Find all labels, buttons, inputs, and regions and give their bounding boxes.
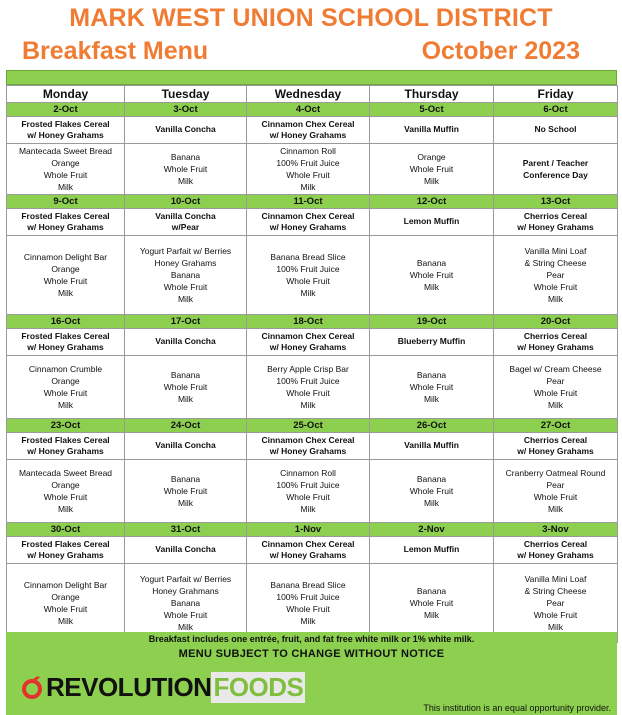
side-item: Banana	[170, 370, 201, 380]
side-item: Milk	[300, 504, 316, 514]
side-item: Milk	[300, 288, 316, 298]
sides-row	[7, 356, 618, 419]
side-item: Banana Bread Slice	[270, 252, 346, 262]
entree-line: Cherrios Cereal	[523, 434, 588, 445]
side-item: Milk	[547, 622, 564, 632]
date-cell: 26-Oct	[370, 419, 494, 433]
side-item: & String Cheese	[524, 586, 587, 596]
side-item: Whole Fruit	[43, 604, 88, 614]
entree-line: Frosted Flakes Cereal	[21, 538, 110, 549]
sides-cell	[247, 356, 370, 419]
sides-cell	[7, 356, 125, 419]
sides-cell	[125, 356, 247, 419]
entree-line: w/ Honey Grahams	[269, 222, 347, 232]
side-item: Mantecada Sweet Bread	[18, 146, 113, 156]
sides-cell	[494, 236, 618, 315]
day-header: Thursday	[370, 86, 494, 103]
sides-cell	[494, 144, 618, 195]
entree-line: Vanilla Muffin	[404, 440, 459, 451]
entree-cell	[247, 433, 370, 460]
side-item: Milk	[423, 282, 440, 292]
side-item: Whole Fruit	[43, 388, 88, 398]
entree-row	[7, 537, 618, 564]
entree-line: w/ Honey Grahams	[517, 550, 594, 560]
sides-cell	[7, 144, 125, 195]
entree-line: Vanilla Concha	[155, 440, 216, 451]
sides-row	[7, 236, 618, 315]
side-item: Cinnamon Delight Bar	[23, 252, 108, 262]
side-item: Orange	[51, 592, 80, 602]
sides-cell	[494, 356, 618, 419]
side-item: Whole Fruit	[286, 604, 330, 614]
date-cell: 3-Oct	[125, 103, 247, 117]
entree-line: w/ Honey Grahams	[269, 130, 347, 140]
sides-cell	[125, 564, 247, 643]
sides-cell	[247, 144, 370, 195]
side-item: Whole Fruit	[163, 382, 208, 392]
subtitle-row	[0, 35, 622, 69]
side-item: Banana	[170, 152, 201, 162]
side-item: Whole Fruit	[533, 388, 578, 398]
entree-line: w/ Honey Grahams	[269, 550, 347, 560]
entree-line: Frosted Flakes Cereal	[21, 434, 110, 445]
entree-line: Cinnamon Chex Cereal	[261, 538, 355, 549]
logo-word-foods: FOODS	[213, 671, 304, 702]
entree-row	[7, 329, 618, 356]
date-cell: 12-Oct	[370, 195, 494, 209]
sides-cell	[125, 236, 247, 315]
date-cell: 3-Nov	[494, 523, 618, 537]
side-item: Honey Grahmans	[152, 586, 219, 596]
side-item: Orange	[51, 480, 80, 490]
sides-row	[7, 564, 618, 643]
entree-cell	[370, 209, 494, 236]
entree-cell	[7, 329, 125, 356]
side-item: Vanilla Mini Loaf	[524, 246, 587, 256]
side-item: Milk	[57, 182, 74, 192]
date-cell: 23-Oct	[7, 419, 125, 433]
footer	[6, 632, 617, 715]
side-item: Banana	[170, 270, 201, 280]
side-item: Milk	[423, 394, 440, 404]
side-item: Milk	[547, 294, 564, 304]
sides-cell	[370, 460, 494, 523]
menu-calendar	[6, 85, 618, 643]
side-item: Milk	[57, 504, 74, 514]
day-header: Friday	[494, 86, 618, 103]
side-item: Honey Grahams	[154, 258, 217, 268]
side-item: Whole Fruit	[409, 382, 454, 392]
date-cell: 27-Oct	[494, 419, 618, 433]
sides-cell	[7, 564, 125, 643]
side-item: Whole Fruit	[43, 170, 88, 180]
side-item: Milk	[177, 394, 194, 404]
entree-cell	[7, 433, 125, 460]
top-green-band	[6, 70, 617, 85]
side-item: Whole Fruit	[533, 282, 578, 292]
entree-cell	[494, 329, 618, 356]
side-item: Milk	[177, 294, 194, 304]
side-item: Whole Fruit	[286, 388, 330, 398]
entree-line: Cinnamon Chex Cereal	[261, 118, 355, 129]
date-cell: 1-Nov	[247, 523, 370, 537]
sides-cell	[494, 460, 618, 523]
entree-line: w/ Honey Grahams	[27, 446, 104, 456]
entree-cell	[7, 117, 125, 144]
side-item: Bagel w/ Cream Cheese	[509, 364, 602, 374]
side-item: 100% Fruit Juice	[276, 592, 340, 602]
date-cell: 2-Oct	[7, 103, 125, 117]
entree-cell	[125, 117, 247, 144]
side-item: Milk	[300, 400, 316, 410]
side-item: Milk	[547, 400, 564, 410]
side-item: Milk	[57, 400, 74, 410]
entree-cell	[370, 433, 494, 460]
entree-cell	[7, 537, 125, 564]
entree-cell	[247, 329, 370, 356]
entree-line: w/ Honey Grahams	[269, 342, 347, 352]
sides-cell	[247, 460, 370, 523]
date-cell: 10-Oct	[125, 195, 247, 209]
side-item: Milk	[547, 504, 564, 514]
entree-line: w/ Honey Grahams	[517, 222, 594, 232]
date-cell: 6-Oct	[494, 103, 618, 117]
entree-line: Cinnamon Chex Cereal	[261, 210, 355, 221]
sides-cell	[370, 564, 494, 643]
date-cell: 24-Oct	[125, 419, 247, 433]
side-item: Milk	[57, 288, 74, 298]
date-row	[7, 315, 618, 329]
entree-row	[7, 433, 618, 460]
entree-cell	[125, 209, 247, 236]
side-item: Berry Apple Crisp Bar	[267, 364, 349, 374]
side-item: Orange	[417, 152, 446, 162]
entree-line: Frosted Flakes Cereal	[21, 330, 110, 341]
entree-cell	[125, 537, 247, 564]
side-item: Whole Fruit	[163, 610, 208, 620]
date-cell: 17-Oct	[125, 315, 247, 329]
side-item: Orange	[51, 376, 80, 386]
side-item: Conference Day	[523, 170, 588, 180]
side-item: Pear	[546, 270, 565, 280]
sides-row	[7, 460, 618, 523]
side-item: Orange	[51, 158, 80, 168]
side-item: Banana	[416, 258, 447, 268]
date-cell: 2-Nov	[370, 523, 494, 537]
logo-word-revolution: REVOLUTION	[46, 671, 212, 702]
entree-line: Lemon Muffin	[403, 544, 460, 555]
sides-cell	[370, 236, 494, 315]
date-cell: 18-Oct	[247, 315, 370, 329]
entree-line: w/Pear	[171, 222, 200, 232]
side-item: Banana	[416, 586, 447, 596]
entree-line: Lemon Muffin	[403, 216, 460, 227]
side-item: Whole Fruit	[533, 492, 578, 502]
side-item: Milk	[57, 616, 74, 626]
side-item: Whole Fruit	[409, 486, 454, 496]
side-item: Vanilla Mini Loaf	[524, 574, 587, 584]
sides-cell	[247, 236, 370, 315]
side-item: Milk	[177, 498, 194, 508]
entree-line: w/ Honey Grahams	[27, 130, 104, 140]
entree-line: Vanilla Concha	[155, 210, 216, 221]
entree-line: Cinnamon Chex Cereal	[261, 434, 355, 445]
entree-cell	[370, 537, 494, 564]
menu-title: Breakfast Menu	[22, 37, 209, 65]
side-item: Whole Fruit	[163, 164, 208, 174]
side-item: Banana	[170, 598, 201, 608]
entree-cell	[247, 537, 370, 564]
entree-cell	[494, 433, 618, 460]
month-label: October 2023	[421, 37, 580, 65]
entree-cell	[494, 537, 618, 564]
date-cell: 9-Oct	[7, 195, 125, 209]
sides-cell	[125, 460, 247, 523]
side-item: & String Cheese	[524, 258, 587, 268]
apple-icon	[20, 675, 44, 699]
date-cell: 13-Oct	[494, 195, 618, 209]
side-item: Banana	[416, 370, 447, 380]
side-item: 100% Fruit Juice	[276, 264, 340, 274]
day-header: Tuesday	[125, 86, 247, 103]
entree-line: Vanilla Concha	[155, 336, 216, 347]
date-row	[7, 419, 618, 433]
sides-cell	[370, 356, 494, 419]
side-item: Orange	[51, 264, 80, 274]
side-item: Pear	[546, 376, 565, 386]
side-item: Whole Fruit	[163, 282, 208, 292]
entree-line: w/ Honey Grahams	[27, 550, 104, 560]
side-item: Cinnamon Delight Bar	[23, 580, 108, 590]
revolution-foods-logo	[20, 672, 305, 702]
side-item: Cranberry Oatmeal Round	[505, 468, 606, 478]
side-item: Pear	[546, 598, 565, 608]
side-item: Milk	[423, 610, 440, 620]
sides-cell	[7, 236, 125, 315]
side-item: Banana	[170, 474, 201, 484]
side-item: Whole Fruit	[409, 164, 454, 174]
sides-cell	[247, 564, 370, 643]
side-item: Milk	[423, 176, 440, 186]
side-item: Whole Fruit	[43, 276, 88, 286]
entree-line: w/ Honey Grahams	[269, 446, 347, 456]
side-item: Whole Fruit	[409, 598, 454, 608]
entree-cell	[125, 433, 247, 460]
entree-line: Cherrios Cereal	[523, 538, 588, 549]
side-item: Milk	[423, 498, 440, 508]
date-cell: 5-Oct	[370, 103, 494, 117]
side-item: Whole Fruit	[163, 486, 208, 496]
side-item: Mantecada Sweet Bread	[18, 468, 113, 478]
day-header-row	[7, 86, 618, 103]
side-item: Cinnamon Crumble	[28, 364, 103, 374]
entree-line: w/ Honey Grahams	[27, 222, 104, 232]
side-item: Pear	[546, 480, 565, 490]
change-notice: MENU SUBJECT TO CHANGE WITHOUT NOTICE	[178, 648, 445, 660]
side-item: Milk	[177, 622, 194, 632]
entree-line: w/ Honey Grahams	[517, 342, 594, 352]
entree-line: w/ Honey Grahams	[517, 446, 594, 456]
entree-line: Frosted Flakes Cereal	[21, 210, 110, 221]
date-row	[7, 195, 618, 209]
entree-line: Blueberry Muffin	[397, 336, 466, 347]
entree-line: No School	[534, 124, 577, 135]
date-cell: 11-Oct	[247, 195, 370, 209]
weeks-body	[7, 103, 618, 643]
sides-cell	[494, 564, 618, 643]
side-item: Whole Fruit	[409, 270, 454, 280]
entree-line: Cherrios Cereal	[523, 210, 588, 221]
entree-cell	[247, 209, 370, 236]
side-item: Milk	[300, 616, 316, 626]
side-item: 100% Fruit Juice	[276, 158, 340, 168]
entree-cell	[370, 329, 494, 356]
entree-cell	[7, 209, 125, 236]
sides-cell	[7, 460, 125, 523]
side-item: Milk	[177, 176, 194, 186]
day-header: Wednesday	[247, 86, 370, 103]
side-item: Whole Fruit	[43, 492, 88, 502]
side-item: Banana Bread Slice	[270, 580, 346, 590]
entree-cell	[494, 117, 618, 144]
entree-cell	[125, 329, 247, 356]
entree-line: Vanilla Concha	[155, 544, 216, 555]
equal-opportunity-statement: This institution is an equal opportunity provider.	[423, 703, 611, 713]
date-cell: 19-Oct	[370, 315, 494, 329]
entree-row	[7, 209, 618, 236]
breakfast-note: Breakfast includes one entrée, fruit, and fat free white milk or 1% white milk.	[148, 634, 475, 644]
side-item: Whole Fruit	[286, 170, 330, 180]
side-item: Yogurt Parfait w/ Berries	[139, 574, 232, 584]
date-cell: 31-Oct	[125, 523, 247, 537]
date-cell: 25-Oct	[247, 419, 370, 433]
side-item: Milk	[300, 182, 316, 192]
side-item: 100% Fruit Juice	[276, 376, 340, 386]
side-item: 100% Fruit Juice	[276, 480, 340, 490]
side-item: Parent / Teacher	[522, 158, 589, 168]
side-item: Yogurt Parfait w/ Berries	[139, 246, 232, 256]
entree-row	[7, 117, 618, 144]
side-item: Cinnamon Roll	[280, 146, 336, 156]
entree-line: Cinnamon Chex Cereal	[261, 330, 355, 341]
sides-cell	[370, 144, 494, 195]
entree-line: Frosted Flakes Cereal	[21, 118, 110, 129]
side-item: Whole Fruit	[533, 610, 578, 620]
date-cell: 30-Oct	[7, 523, 125, 537]
entree-line: Cherrios Cereal	[523, 330, 588, 341]
sides-row	[7, 144, 618, 195]
date-row	[7, 103, 618, 117]
entree-line: Vanilla Concha	[155, 124, 216, 135]
entree-cell	[247, 117, 370, 144]
date-cell: 20-Oct	[494, 315, 618, 329]
entree-line: w/ Honey Grahams	[27, 342, 104, 352]
side-item: Cinnamon Roll	[280, 468, 336, 478]
district-title: MARK WEST UNION SCHOOL DISTRICT	[69, 4, 553, 32]
side-item: Whole Fruit	[286, 276, 330, 286]
entree-line: Vanilla Muffin	[404, 124, 459, 135]
date-cell: 4-Oct	[247, 103, 370, 117]
sides-cell	[125, 144, 247, 195]
side-item: Banana	[416, 474, 447, 484]
date-cell: 16-Oct	[7, 315, 125, 329]
side-item: Whole Fruit	[286, 492, 330, 502]
day-header: Monday	[7, 86, 125, 103]
entree-cell	[494, 209, 618, 236]
entree-cell	[370, 117, 494, 144]
date-row	[7, 523, 618, 537]
